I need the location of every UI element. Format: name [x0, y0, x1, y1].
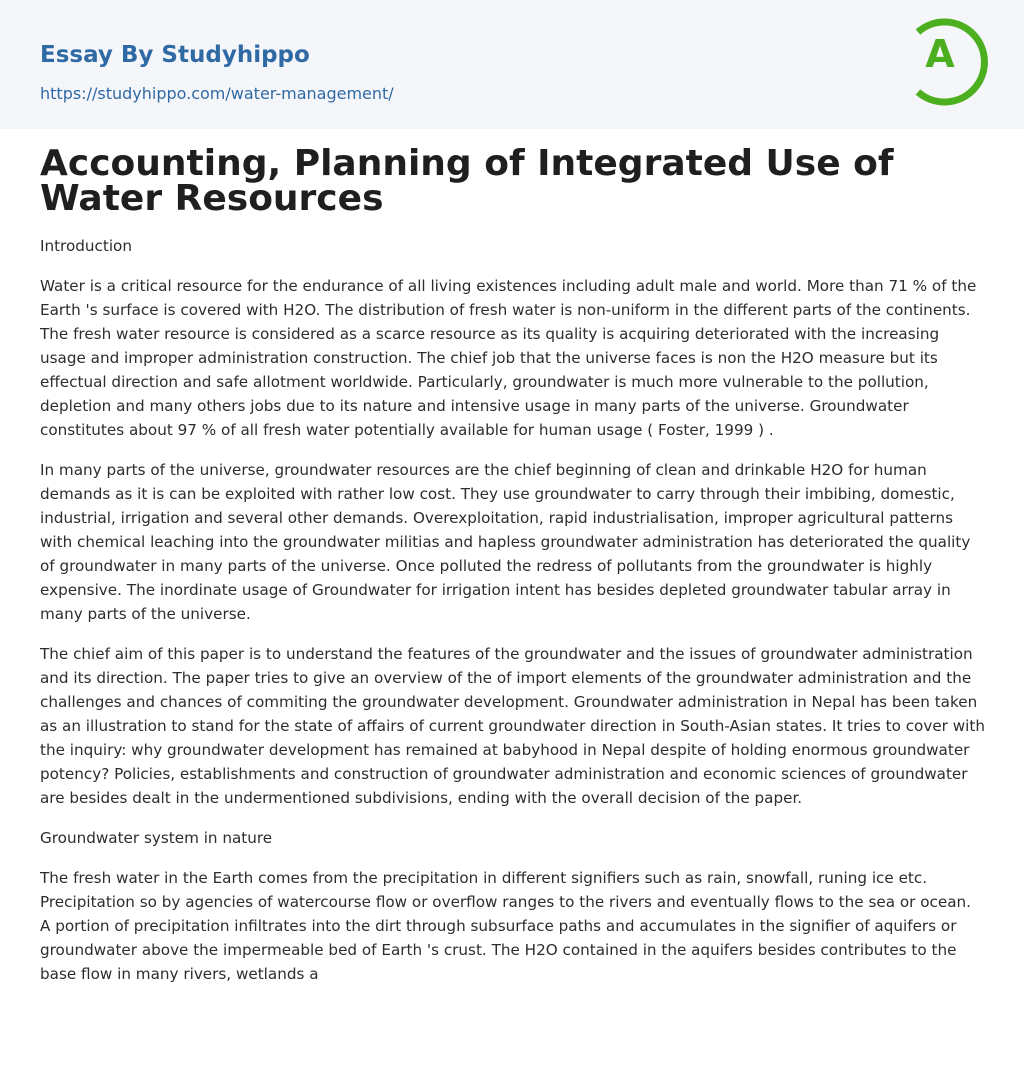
- section-heading-introduction: Introduction: [40, 237, 132, 255]
- paragraph: The chief aim of this paper is to understand the features of the groundwater and the issues of groundwater administration and its direction. The paper tries to give an overview of the of import elements of the groundwater administration and the challenges and chances of commiting the groundwater development. Groundwater administration in Nepal has been taken as an illustration to stand for the state of affairs of current groundwater direction in South-Asian states. It tries to cover with the inquiry: why groundwater development has remained at babyhood in Nepal despite of holding enormous groundwater potency? Policies, establishments and construction of groundwater administration and economic sciences of groundwater are besides dealt in the undermentioned subdivisions, ending with the overall decision of the paper.: [40, 645, 985, 807]
- logo-letter: A: [925, 32, 955, 76]
- section-heading-groundwater-system: Groundwater system in nature: [40, 829, 273, 847]
- paragraph: Water is a critical resource for the endurance of all living existences including adult male and world. More than 71 % of the Earth 's surface is covered with H2O. The distribution of fresh water is non-uniform in the different parts of the continents. The fresh water resource is considered as a scarce resource as its quality is acquiring deteriorated with the increasing usage and improper administration construction. The chief job that the universe faces is non the H2O measure but its effectual direction and safe allotment worldwide. Particularly, groundwater is much more vulnerable to the pollution, depletion and many others jobs due to its nature and intensive usage in many parts of the universe. Groundwater constitutes about 97 % of all fresh water potentially available for human usage ( Foster, 1999 ) .: [40, 277, 977, 439]
- studyhippo-logo[interactable]: [910, 18, 988, 106]
- paragraph: The fresh water in the Earth comes from the precipitation in different signifiers such as rain, snowfall, runing ice etc. Precipitation so by agencies of watercourse flow or overflow ranges to the rivers and eventually flows to the sea or ocean. A portion of precipitation infiltrates into the dirt through subsurface paths and accumulates in the signifier of aquifers or groundwater above the impermeable bed of Earth 's crust. The H2O contained in the aquifers besides contributes to the base flow in many rivers, wetlands a: [40, 869, 971, 983]
- page-title: Accounting, Planning of Integrated Use of Water Resources: [40, 143, 894, 219]
- source-url-link[interactable]: https://studyhippo.com/water-management/: [40, 84, 394, 103]
- site-header: [0, 0, 1024, 129]
- paragraph: In many parts of the universe, groundwater resources are the chief beginning of clean and drinkable H2O for human demands as it is can be exploited with rather low cost. They use groundwater to carry through their imbibing, domestic, industrial, irrigation and several other demands. Overexploitation, rapid industrialisation, improper agricultural patterns with chemical leaching into the groundwater militias and hapless groundwater administration has deteriorated the quality of groundwater in many parts of the universe. Once polluted the redress of pollutants from the groundwater is highly expensive. The inordinate usage of Groundwater for irrigation intent has besides depleted groundwater tabular array in many parts of the universe.: [40, 461, 971, 623]
- article-body: [40, 234, 985, 1002]
- brand-title[interactable]: Essay By Studyhippo: [40, 42, 310, 68]
